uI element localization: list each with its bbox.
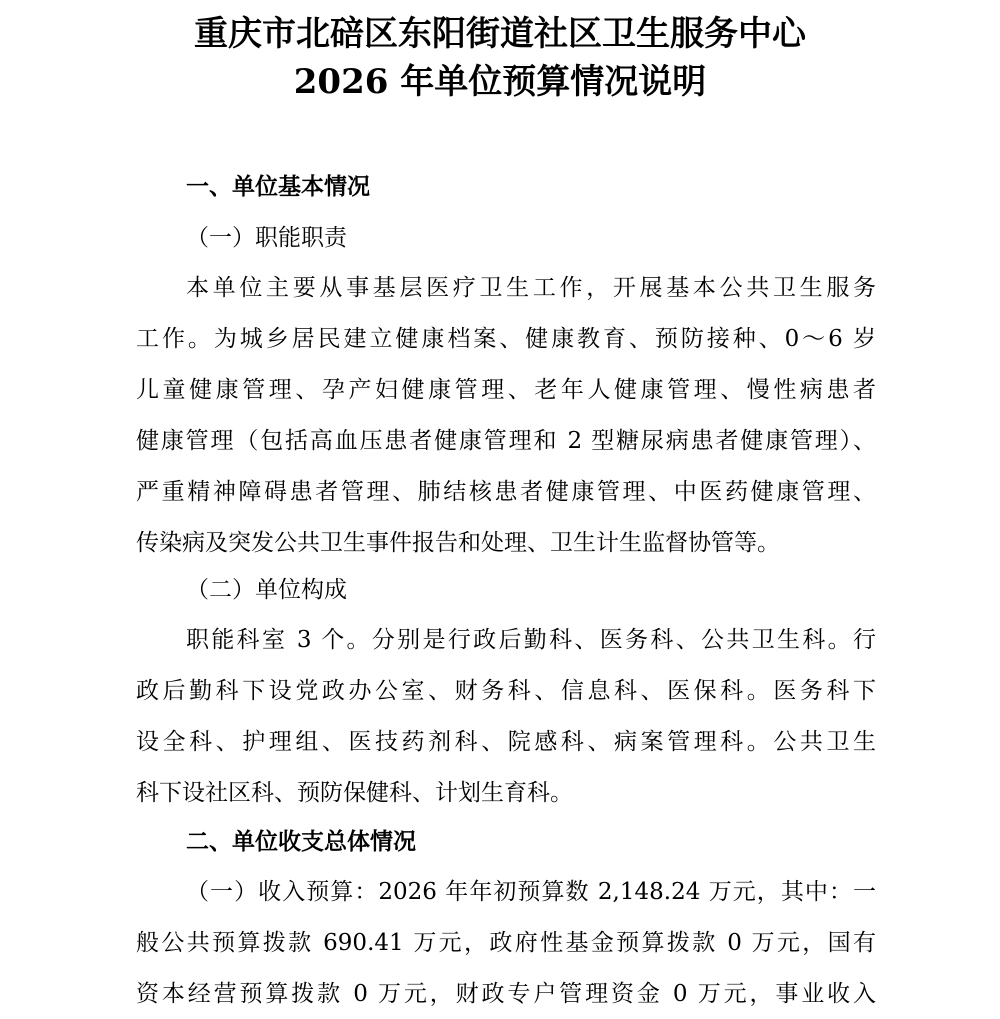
- section1-sub2-paragraph: [136, 615, 876, 819]
- paragraph-line: 设全科、护理组、医技药剂科、院感科、病案管理科。公共卫生: [136, 729, 876, 755]
- paragraph-line: 传染病及突发公共卫生事件报告和处理、卫生计生监督协管等。: [136, 530, 780, 556]
- paragraph-line: 般公共预算拨款 690.41 万元，政府性基金预算拨款 0 万元，国有: [136, 930, 876, 956]
- section1-sub2-heading: （二）单位构成: [186, 577, 347, 603]
- paragraph-line: 严重精神障碍患者管理、肺结核患者健康管理、中医药健康管理、: [136, 479, 876, 505]
- section1-sub1-heading: （一）职能职责: [186, 225, 347, 251]
- paragraph-line: 本单位主要从事基层医疗卫生工作，开展基本公共卫生服务: [186, 275, 876, 301]
- section2-heading: 二、单位收支总体情况: [186, 829, 416, 855]
- paragraph-line: 科下设社区科、预防保健科、计划生育科。: [136, 780, 573, 806]
- section1-heading: 一、单位基本情况: [186, 174, 370, 200]
- document-title-line1: 重庆市北碚区东阳街道社区卫生服务中心: [194, 14, 806, 54]
- paragraph-line: 资本经营预算拨款 0 万元，财政专户管理资金 0 万元，事业收入: [136, 981, 876, 1007]
- paragraph-line: 儿童健康管理、孕产妇健康管理、老年人健康管理、慢性病患者: [136, 377, 876, 403]
- document-title-line2: 2026 年单位预算情况说明: [293, 62, 707, 102]
- paragraph-line: （一）收入预算：2026 年年初预算数 2,148.24 万元，其中：一: [186, 879, 876, 905]
- paragraph-line: 健康管理（包括高血压患者健康管理和 2 型糖尿病患者健康管理）、: [136, 428, 876, 454]
- paragraph-line: 政后勤科下设党政办公室、财务科、信息科、医保科。医务科下: [136, 678, 876, 704]
- section2-paragraph: [136, 867, 876, 1019]
- paragraph-line: 职能科室 3 个。分别是行政后勤科、医务科、公共卫生科。行: [186, 627, 876, 653]
- section1-sub1-paragraph: [136, 263, 876, 569]
- paragraph-line: 工作。为城乡居民建立健康档案、健康教育、预防接种、0～6 岁: [136, 326, 876, 352]
